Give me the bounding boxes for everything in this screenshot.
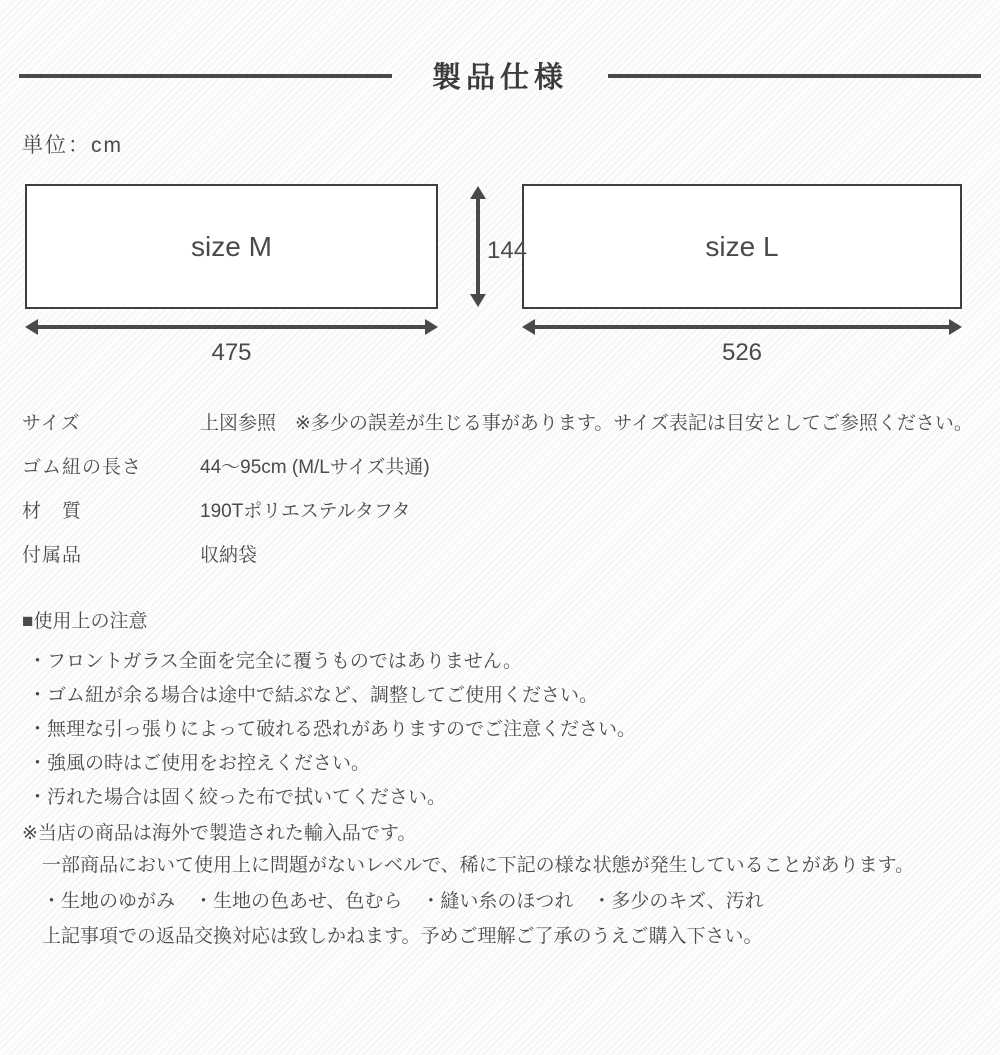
spec-row-material	[0, 501, 1000, 523]
note-item: ・ゴム紐が余る場合は途中で結ぶなど、調整してご使用ください。	[28, 685, 599, 706]
spec-label: ゴム紐の長さ	[22, 457, 143, 478]
unit-label: 単位：cm	[22, 134, 123, 157]
height-value: 144	[487, 237, 528, 264]
size-m-label: size M	[191, 230, 272, 262]
spec-row-size	[0, 413, 1000, 435]
spec-value: 上図参照 ※多少の誤差が生じる事があります。サイズ表記は目安としてご参照ください。	[200, 413, 973, 434]
notes-heading: ■使用上の注意	[22, 611, 148, 632]
spec-row-cord-length	[0, 457, 1000, 479]
return-policy: 上記事項での返品交換対応は致しかねます。予めご理解ご了承のうえご購入下さい。	[42, 926, 763, 947]
width-dimension-arrow-l-icon	[522, 319, 962, 335]
defect-examples: ・生地のゆがみ ・生地の色あせ、色むら ・縫い糸のほつれ ・多少のキズ、汚れ	[42, 891, 764, 912]
size-l-width-value: 526	[721, 339, 763, 366]
size-l-box	[522, 184, 962, 309]
arrow-shaft	[476, 195, 480, 298]
spec-label: サイズ	[22, 413, 81, 434]
width-dimension-arrow-m-icon	[25, 319, 438, 335]
height-dimension-arrow-icon	[470, 186, 486, 307]
title-rule-right	[608, 74, 981, 78]
arrow-head-down-icon	[470, 294, 486, 307]
arrow-shaft	[531, 325, 953, 329]
spec-table	[0, 413, 1000, 567]
arrow-shaft	[34, 325, 429, 329]
product-spec-sheet	[0, 55, 1000, 1055]
size-m-box	[25, 184, 438, 309]
spec-label: 材 質	[22, 501, 83, 522]
spec-label: 付属品	[22, 545, 83, 566]
size-l-label: size L	[705, 230, 779, 262]
arrow-head-right-icon	[425, 319, 438, 335]
title-row	[19, 55, 981, 96]
import-detail: 一部商品において使用上に問題がないレベルで、稀に下記の様な状態が発生していることがあります。	[42, 855, 915, 876]
note-item: ・フロントガラス全面を完全に覆うものではありません。	[28, 651, 523, 672]
note-item: ・汚れた場合は固く絞った布で拭いてください。	[28, 787, 447, 808]
note-item: ・無理な引っ張りによって破れる恐れがありますのでご注意ください。	[28, 719, 637, 740]
title-rule-left	[19, 74, 392, 78]
note-item: ・強風の時はご使用をお控えください。	[28, 753, 371, 774]
page-title: 製品仕様	[432, 62, 569, 94]
spec-value: 収納袋	[200, 545, 258, 566]
import-note: ※当店の商品は海外で製造された輸入品です。	[22, 823, 417, 844]
usage-notes	[22, 611, 1000, 948]
arrow-head-right-icon	[949, 319, 962, 335]
size-m-width-value: 475	[211, 339, 252, 366]
dimension-diagram	[0, 179, 1000, 379]
spec-value: 190Tポリエステルタフタ	[200, 501, 411, 522]
spec-value: 44〜95cm (M/Lサイズ共通)	[200, 457, 430, 478]
spec-row-accessories	[0, 545, 1000, 567]
